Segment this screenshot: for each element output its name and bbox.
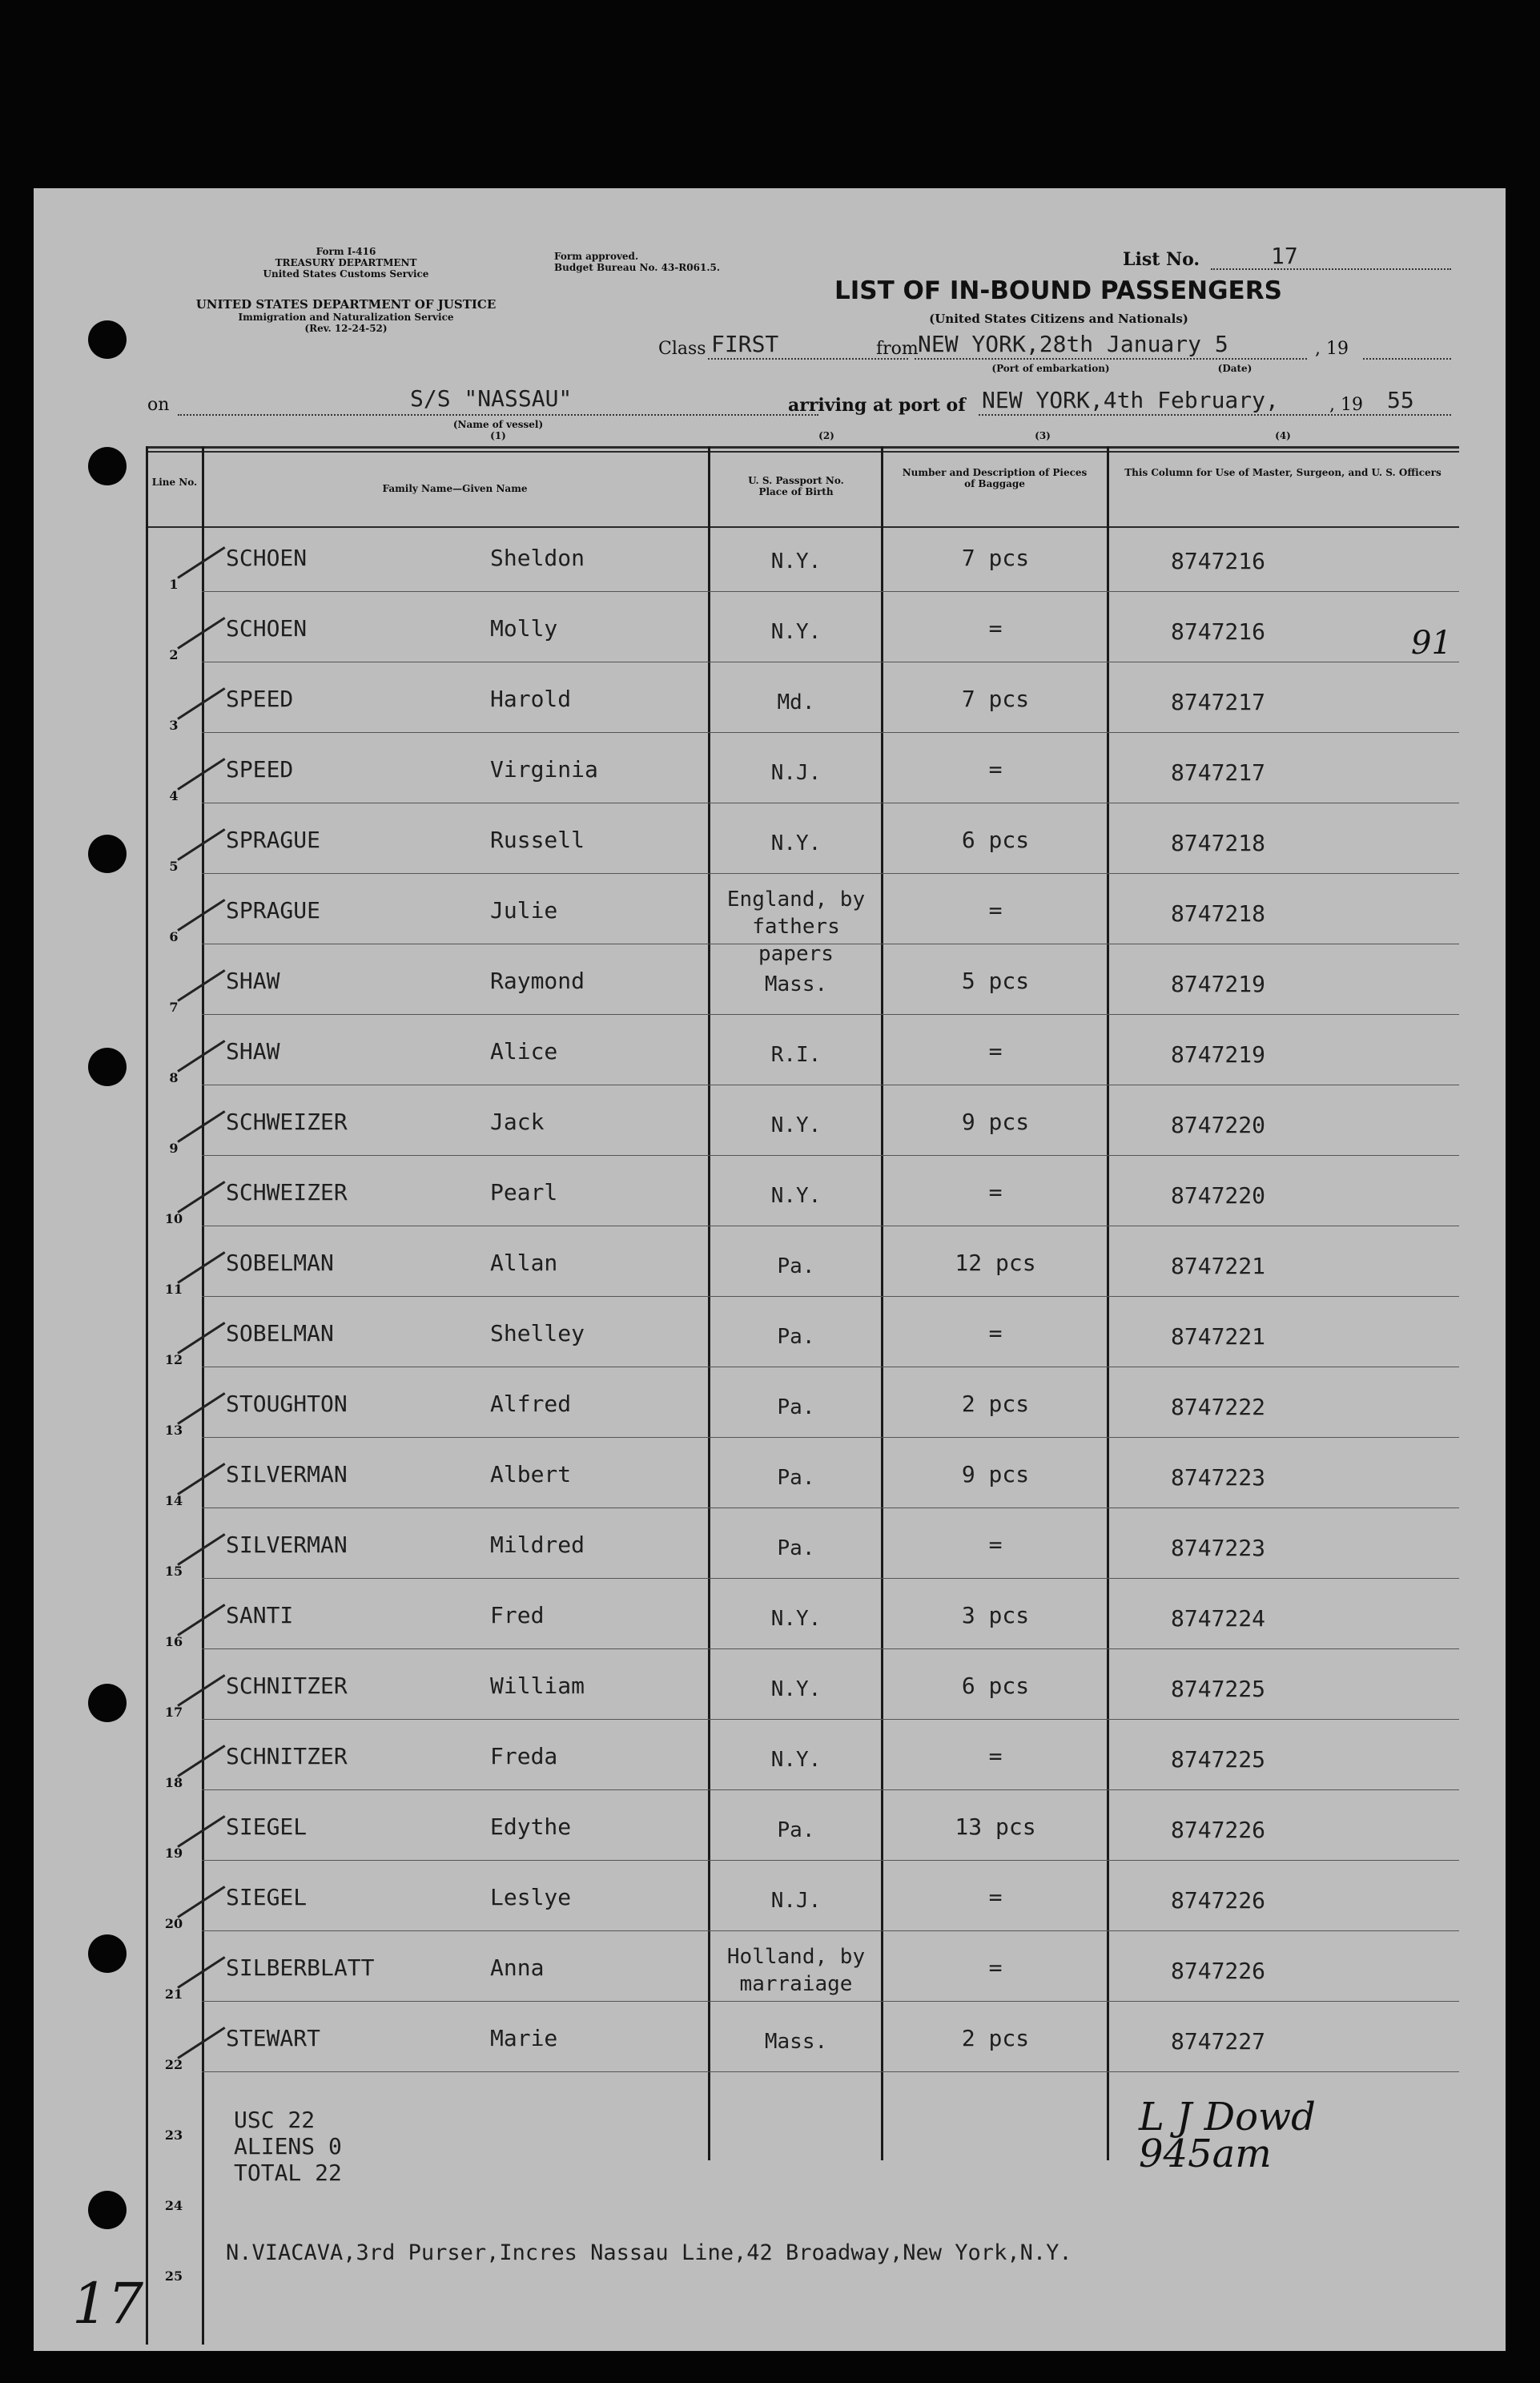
row-line-number: 2 [169,647,179,662]
given-name: Jack [490,1109,545,1135]
given-name: Virginia [490,756,598,783]
punch-hole [88,447,127,485]
row-line-number: 16 [164,1634,183,1649]
place-of-birth: R.I. [770,1043,822,1067]
baggage-count: = [988,1179,1003,1206]
place-of-birth: Pa. [777,1325,815,1349]
family-name: SIEGEL [226,1884,308,1910]
place-of-birth: N.Y. [770,1113,822,1137]
baggage-count: 2 pcs [961,2025,1030,2051]
place-of-birth: N.Y. [770,831,822,855]
row-line-number: 8 [169,1070,179,1085]
given-name: Harold [490,686,572,712]
passport-number: 8747218 [1171,830,1266,856]
place-of-birth: N.Y. [770,1748,822,1772]
passport-number: 8747218 [1171,900,1266,927]
arrival-value: NEW YORK,4th February, [982,387,1279,413]
place-of-birth: Pa. [777,1818,815,1842]
year-label: , 19 [1315,339,1349,359]
baggage-count: 7 pcs [961,686,1030,712]
list-no-label: List No. [1123,249,1200,270]
family-name: SPEED [226,756,294,783]
class-value: FIRST [711,331,779,357]
col-name: Family Name—Given Name [382,483,528,494]
passport-number: 8747221 [1171,1253,1266,1279]
purser-line: N.VIACAVA,3rd Purser,Incres Nassau Line,42 Broadway,New York,N.Y. [226,2240,1072,2265]
baggage-count: = [988,1743,1003,1769]
class-label: Class [658,339,706,359]
passport-number: 8747225 [1171,1746,1266,1773]
treasury-dept: TREASURY DEPARTMENT [275,257,417,268]
row-line-number: 19 [164,1846,183,1861]
vessel-name: S/S "NASSAU" [410,385,573,412]
passport-number: 8747220 [1171,1182,1266,1209]
baggage-count: 6 pcs [961,1673,1030,1699]
family-name: SOBELMAN [226,1320,334,1346]
baggage-count: 9 pcs [961,1461,1030,1487]
place-of-birth: Pa. [777,1536,815,1560]
col-baggage: Number and Description of Pieces of Baggage [902,467,1088,489]
place-of-birth: N.J. [770,1889,822,1913]
passport-number: 8747225 [1171,1676,1266,1702]
given-name: Julie [490,897,558,924]
place-of-birth: Pa. [777,1254,815,1278]
baggage-count: = [988,615,1003,642]
row-line-number: 21 [164,1987,183,2002]
passport-number: 8747227 [1171,2028,1266,2055]
total-usc: USC 22 [234,2107,316,2133]
budget-bureau: Budget Bureau No. 43-R061.5. [554,262,721,273]
margin-note: 91 [1411,625,1452,662]
given-name: Freda [490,1743,558,1769]
family-name: SANTI [226,1602,294,1628]
passport-number: 8747216 [1171,548,1266,574]
row-line-number: 23 [164,2127,183,2143]
given-name: Raymond [490,968,585,994]
given-name: Pearl [490,1179,558,1206]
passport-number: 8747224 [1171,1605,1266,1632]
col2-num: (2) [818,430,834,441]
col-officers: This Column for Use of Master, Surgeon, and U. S. Officers [1124,467,1441,478]
place-of-birth: N.Y. [770,1607,822,1631]
family-name: SCHOEN [226,615,308,642]
total-aliens: ALIENS 0 [234,2133,342,2160]
row-line-number: 20 [164,1916,183,1931]
family-name: SILBERBLATT [226,1954,375,1981]
given-name: Edythe [490,1813,572,1840]
passport-number: 8747226 [1171,1817,1266,1843]
place-of-birth: N.Y. [770,549,822,574]
officer-signature: L J Dowd 945am [1139,2095,1316,2176]
baggage-count: = [988,1884,1003,1910]
row-line-number: 6 [169,929,179,944]
family-name: SILVERMAN [226,1461,348,1487]
family-name: STOUGHTON [226,1391,348,1417]
passport-number: 8747219 [1171,971,1266,997]
row-line-number: 14 [164,1493,183,1508]
family-name: SCHWEIZER [226,1109,348,1135]
baggage-count: = [988,1320,1003,1346]
family-name: SOBELMAN [226,1250,334,1276]
customs-service: United States Customs Service [263,268,429,280]
port-embarkation-caption: (Port of embarkation) [991,363,1110,374]
passport-number: 8747217 [1171,759,1266,786]
given-name: Albert [490,1461,572,1487]
vessel-col-num: (1) [490,430,506,441]
date-caption: (Date) [1217,363,1253,374]
baggage-count: = [988,897,1003,924]
passport-number: 8747220 [1171,1112,1266,1138]
place-of-birth: England, by fathers papers [726,888,866,966]
row-line-number: 9 [169,1141,179,1156]
punch-hole [88,320,127,359]
baggage-count: = [988,756,1003,783]
given-name: Allan [490,1250,558,1276]
place-of-birth: Mass. [764,972,828,996]
form-number: Form I-416 [316,246,376,257]
family-name: SCHNITZER [226,1743,348,1769]
baggage-count: 2 pcs [961,1391,1030,1417]
revision-date: (Rev. 12-24-52) [304,323,388,334]
row-line-number: 24 [164,2198,183,2213]
from-label: from [876,339,919,359]
row-line-number: 5 [169,859,179,874]
passport-number: 8747219 [1171,1041,1266,1068]
total-all: TOTAL 22 [234,2160,342,2186]
baggage-count: 13 pcs [955,1813,1036,1840]
margin-handwriting: 17 [72,2271,144,2337]
passport-number: 8747221 [1171,1323,1266,1350]
punch-hole [88,1048,127,1086]
row-line-number: 13 [164,1423,183,1438]
row-line-number: 15 [164,1564,183,1579]
passport-number: 8747226 [1171,1958,1266,1984]
baggage-count: 12 pcs [955,1250,1036,1276]
passport-number: 8747226 [1171,1887,1266,1914]
embarkation-value: NEW YORK,28th January 5 [918,331,1228,357]
punch-hole [88,1684,127,1722]
place-of-birth: Mass. [764,2030,828,2054]
row-line-number: 25 [164,2268,183,2284]
row-line-number: 18 [164,1775,183,1790]
col-line-no: Line No. [151,477,198,488]
given-name: Fred [490,1602,545,1628]
family-name: STEWART [226,2025,321,2051]
given-name: Alice [490,1038,558,1065]
on-label: on [147,395,170,415]
baggage-count: 7 pcs [961,545,1030,571]
place-of-birth: Pa. [777,1466,815,1490]
justice-dept: UNITED STATES DEPARTMENT OF JUSTICE [195,297,497,312]
given-name: Leslye [490,1884,572,1910]
given-name: Mildred [490,1532,585,1558]
family-name: SIEGEL [226,1813,308,1840]
baggage-count: 5 pcs [961,968,1030,994]
row-line-number: 4 [169,788,179,803]
given-name: Russell [490,827,585,853]
col3-num: (3) [1035,430,1051,441]
row-line-number: 10 [164,1211,183,1226]
family-name: SILVERMAN [226,1532,348,1558]
vessel-caption: (Name of vessel) [452,419,544,430]
baggage-count: 3 pcs [961,1602,1030,1628]
row-line-number: 12 [164,1352,183,1367]
list-title: LIST OF IN-BOUND PASSENGERS [834,276,1282,305]
col4-num: (4) [1275,430,1291,441]
baggage-count: 6 pcs [961,827,1030,853]
baggage-count: = [988,1038,1003,1065]
place-of-birth: N.J. [770,761,822,785]
passport-number: 8747223 [1171,1464,1266,1491]
passport-number: 8747223 [1171,1535,1266,1561]
place-of-birth: N.Y. [770,620,822,644]
family-name: SPEED [226,686,294,712]
baggage-count: 9 pcs [961,1109,1030,1135]
row-line-number: 11 [164,1282,183,1297]
place-of-birth: Md. [777,690,815,714]
list-subtitle: (United States Citizens and Nationals) [929,312,1188,326]
place-of-birth: Holland, by marraiage [726,1945,866,1996]
baggage-count: = [988,1532,1003,1558]
ins-service: Immigration and Naturalization Service [238,312,454,323]
row-line-number: 22 [164,2057,183,2072]
place-of-birth: N.Y. [770,1677,822,1701]
family-name: SCHWEIZER [226,1179,348,1206]
given-name: Anna [490,1954,545,1981]
baggage-count: = [988,1954,1003,1981]
passport-number: 8747217 [1171,689,1266,715]
passport-number: 8747216 [1171,618,1266,645]
arriving-label: arriving at port of [788,395,966,416]
col-passport: U. S. Passport No. Place of Birth [748,475,844,497]
row-line-number: 1 [169,577,179,592]
row-line-number: 17 [164,1705,183,1720]
arrival-year-label: , 19 [1329,395,1363,415]
place-of-birth: N.Y. [770,1184,822,1208]
form-page [34,188,1506,2351]
given-name: Molly [490,615,558,642]
family-name: SPRAGUE [226,827,321,853]
punch-hole [88,2191,127,2229]
arrival-year: 55 [1387,387,1414,413]
family-name: SPRAGUE [226,897,321,924]
given-name: Sheldon [490,545,585,571]
family-name: SHAW [226,1038,280,1065]
given-name: Alfred [490,1391,572,1417]
place-of-birth: Pa. [777,1395,815,1419]
passport-number: 8747222 [1171,1394,1266,1420]
given-name: William [490,1673,585,1699]
family-name: SHAW [226,968,280,994]
punch-hole [88,1934,127,1973]
row-line-number: 7 [169,1000,179,1015]
family-name: SCHNITZER [226,1673,348,1699]
list-no-value: 17 [1271,243,1298,269]
row-line-number: 3 [169,718,179,733]
given-name: Marie [490,2025,558,2051]
family-name: SCHOEN [226,545,308,571]
punch-hole [88,835,127,873]
given-name: Shelley [490,1320,585,1346]
form-approved: Form approved. [554,251,639,262]
